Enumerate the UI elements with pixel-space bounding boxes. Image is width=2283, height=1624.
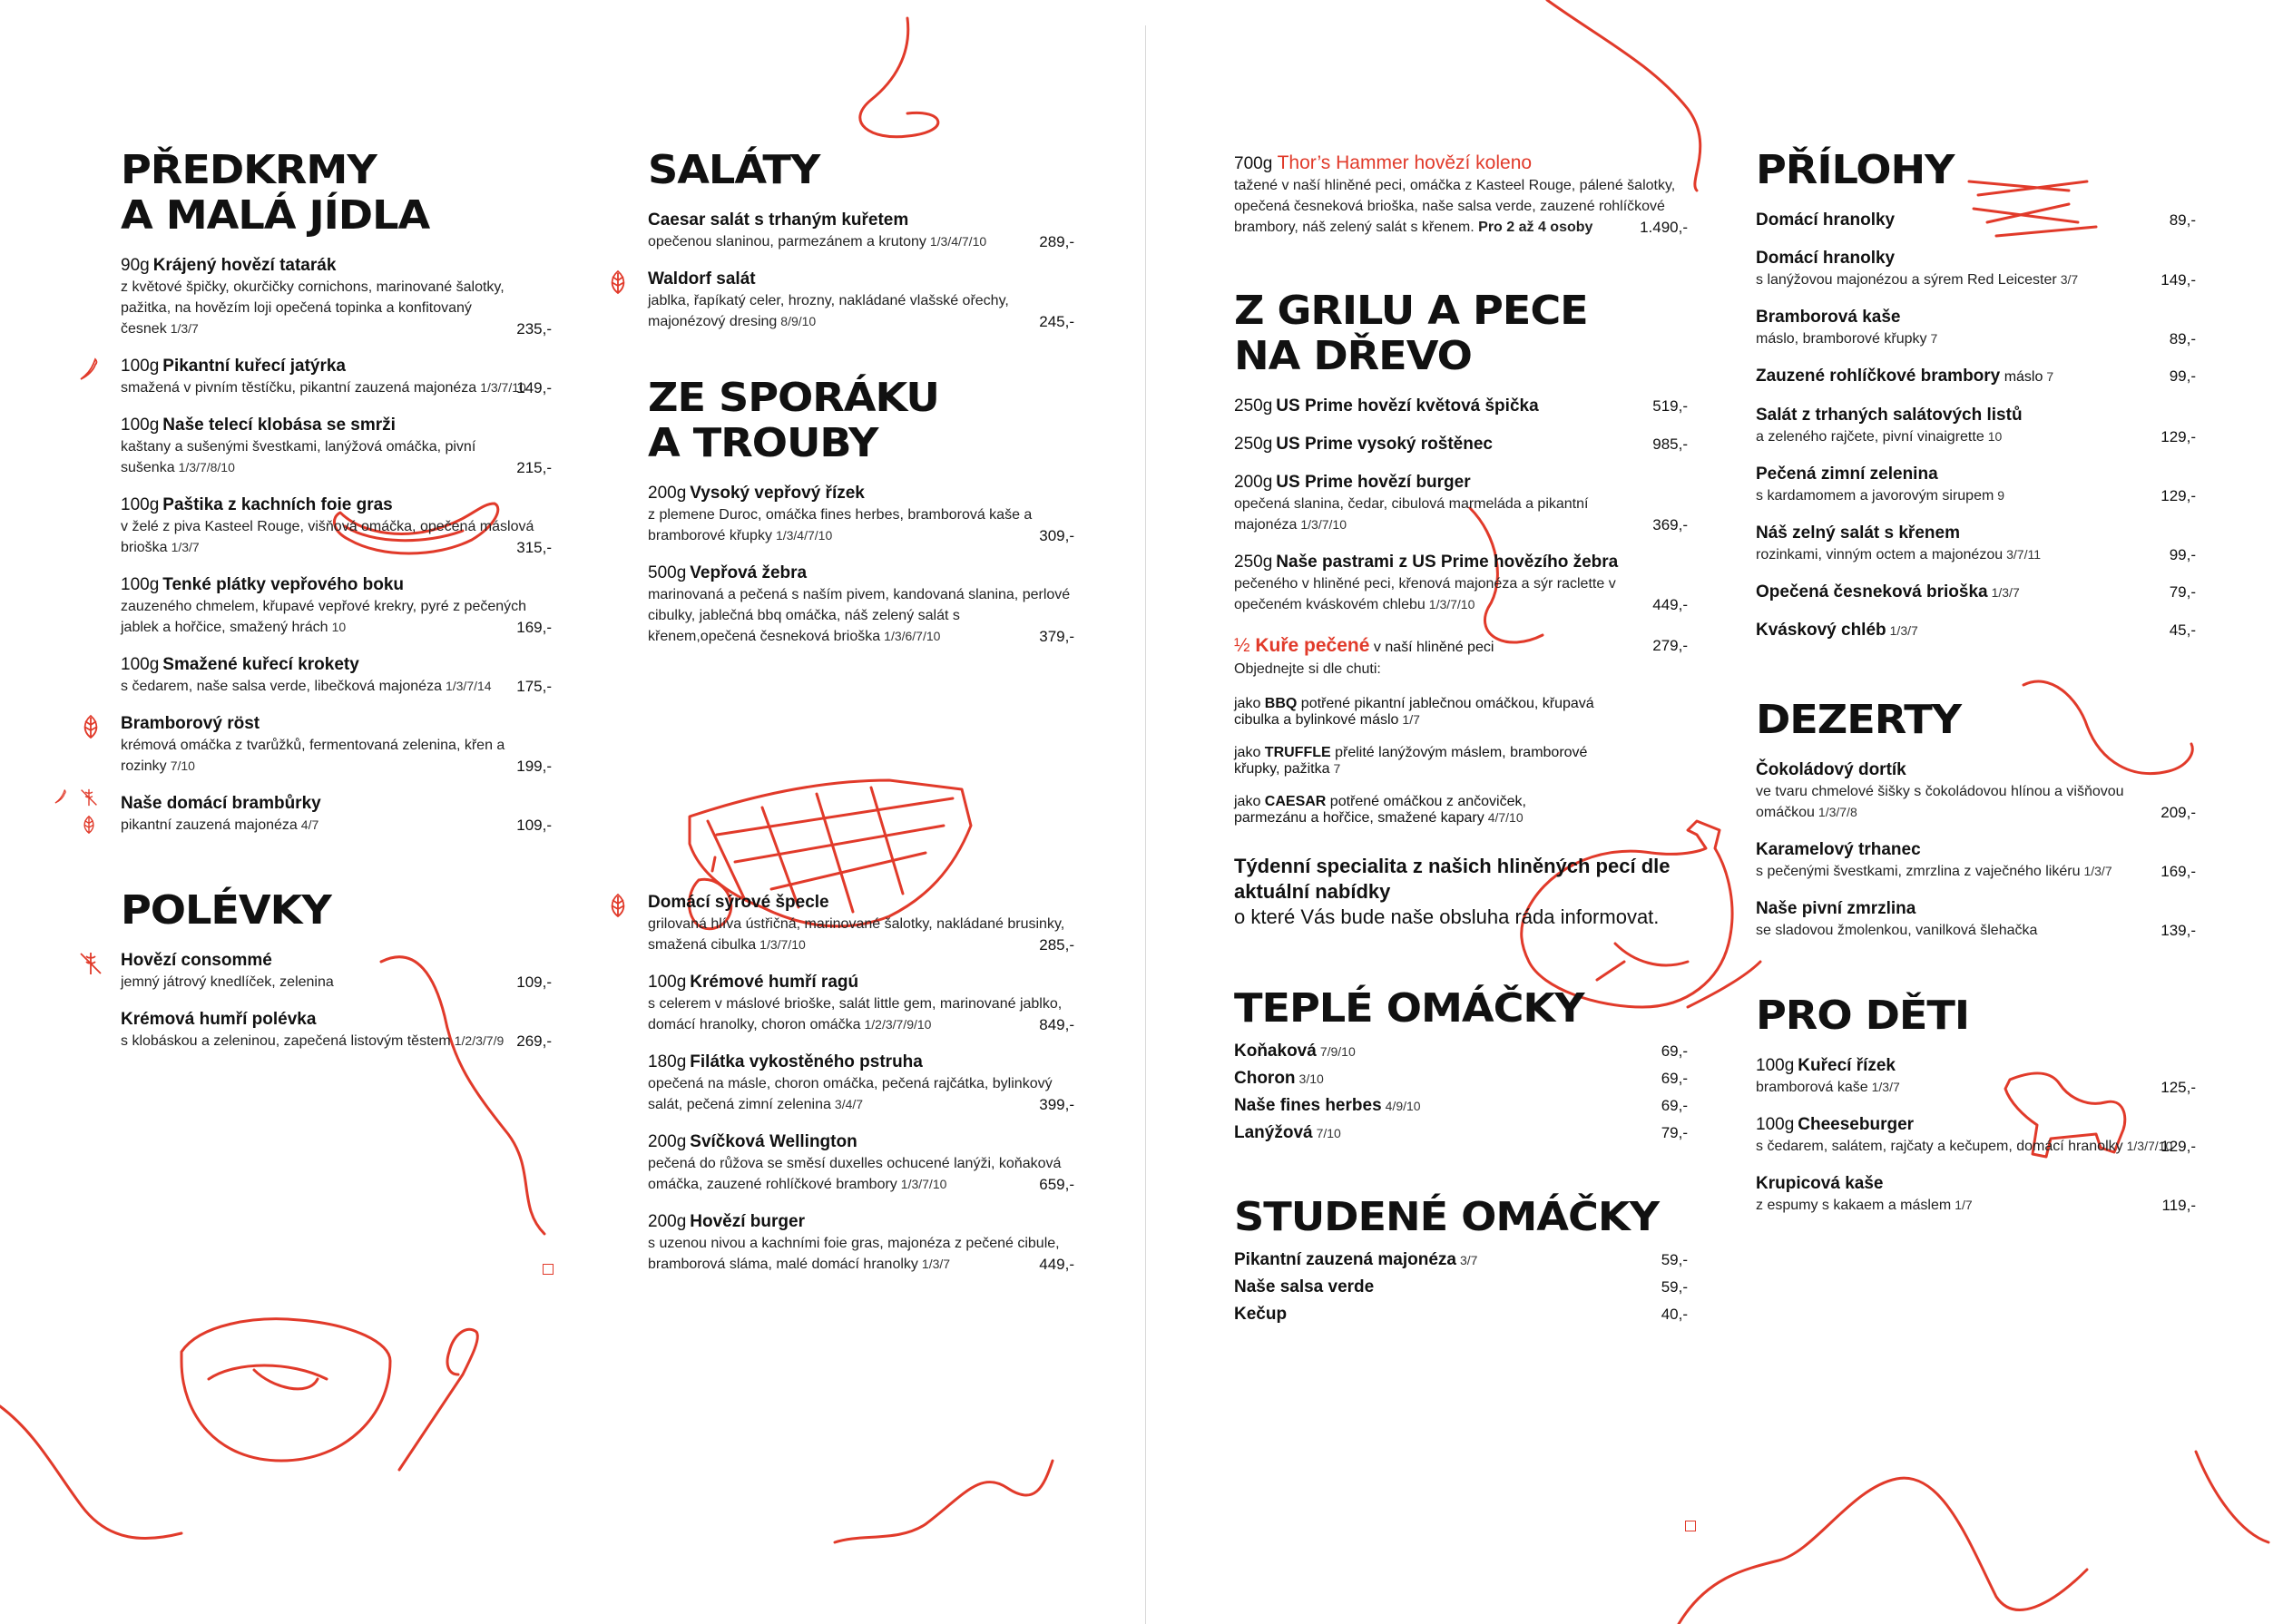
allergens: 1/3/7/10 (1300, 517, 1347, 532)
item-name: Naše domácí brambůrky (121, 794, 321, 813)
price: 315,- (516, 539, 552, 556)
item-name: Kuřecí řízek (1798, 1056, 1896, 1075)
prilohy-list (1756, 210, 2196, 641)
allergens: 1/3/7/8/10 (178, 460, 235, 474)
item-description: opečená slanina, čedar, cibulová marmeláda a pikantní majonéza (1234, 496, 1589, 533)
page-marker-icon (543, 1264, 554, 1275)
menu-item (1756, 620, 2196, 641)
section-title-salaty: SALÁTY (648, 147, 820, 193)
item-name: Naše pastrami z US Prime hovězího žebra (1276, 553, 1619, 572)
item-description: s lanýžovou majonézou a sýrem Red Leicester (1756, 272, 2057, 288)
menu-item-chicken: ½ Kuře pečené v naší hliněné peci Objednejte si dle chuti: 279,- (1234, 635, 1688, 677)
menu-item (648, 210, 1074, 252)
item-description: z květové špičky, okurčičky cornichons, marinované šalotky, pažitka, na hovězím loji opečená topinka a konfitovaný česnek (121, 279, 505, 337)
allergens: 1/7 (1955, 1198, 1973, 1212)
item-name: US Prime vysoký roštěnec (1276, 435, 1493, 454)
menu-item (1756, 1114, 2196, 1157)
item-description: smažená v pivním těstíčku, pikantní zauzená majonéza (121, 380, 477, 396)
item-name: Salát z trhaných salátových listů (1756, 406, 2023, 425)
allergens: 1/3/6/7/10 (884, 629, 941, 643)
sauce-item (1234, 1041, 1688, 1062)
item-name: Hovězí burger (690, 1212, 805, 1231)
item-name: US Prime hovězí burger (1276, 473, 1471, 492)
item-description: s celerem v máslové brioške, salát little gem, marinované jablko, domácí hranolky, choron omáčka (648, 996, 1063, 1032)
allergens: 1/3/7 (171, 540, 200, 554)
item-description: ve tvaru chmelové šišky s čokoládovou hlínou a višňovou omáčkou (1756, 784, 2124, 820)
item-description: a zeleného rajčete, pivní vinaigrette (1756, 429, 1984, 445)
item-name: Opečená česneková brioška (1756, 582, 1988, 602)
section-title-predkrmy: PŘEDKRMY A MALÁ JÍDLA (121, 147, 430, 239)
price: 519,- (1652, 397, 1688, 415)
item-name: Naše salsa verde (1234, 1277, 1375, 1296)
section-title-deti: PRO DĚTI (1756, 993, 1970, 1039)
menu-item (648, 483, 1074, 546)
chili-icon (52, 786, 72, 807)
menu-item (648, 892, 1074, 955)
price: 109,- (516, 817, 552, 834)
item-description: opečenou slaninou, parmezánem a krutony (648, 234, 926, 249)
vegetarian-leaf-icon (77, 813, 101, 836)
item-name: Caesar salát s trhaným kuřetem (648, 210, 909, 230)
item-name: US Prime hovězí květová špička (1276, 396, 1539, 416)
squiggle-line-bottom-mid (835, 1461, 1053, 1542)
menu-item (1234, 434, 1688, 455)
menu-item (121, 950, 552, 993)
item-name: Hovězí consommé (121, 951, 272, 970)
allergens: 1/3/4/7/10 (775, 528, 833, 543)
price: 369,- (1652, 516, 1688, 533)
allergens: 8/9/10 (780, 314, 817, 328)
price: 129,- (2161, 1138, 2196, 1155)
allergens: 1/7 (1402, 712, 1420, 727)
sporak-list (648, 483, 1074, 647)
item-weight: 250g (1234, 396, 1273, 416)
sauce-item (1234, 1068, 1688, 1090)
item-name: Čokoládový dortík (1756, 760, 1906, 779)
price: 289,- (1039, 233, 1074, 250)
sauce-item (1234, 1277, 1688, 1298)
allergens: 1/3/7/10 (2126, 1139, 2173, 1153)
menu-item (648, 269, 1074, 332)
price: 169,- (2161, 863, 2196, 880)
allergens: 3/7 (1459, 1253, 1478, 1267)
allergens: 1/3/7/10 (1428, 597, 1475, 611)
item-name: Koňaková (1234, 1042, 1317, 1061)
allergens: 1/3/7/8 (1818, 805, 1857, 819)
allergens: 7/10 (1316, 1126, 1341, 1140)
menu-item (1756, 405, 2196, 447)
item-weight: 100g (121, 357, 160, 376)
allergens: 10 (331, 620, 347, 634)
item-name: Tenké plátky vepřového boku (162, 575, 405, 594)
item-weight: 250g (1234, 553, 1273, 572)
item-name: Krémové humří ragú (690, 973, 859, 992)
menu-item (1756, 464, 2196, 506)
allergens: 1/2/3/7/9/10 (864, 1017, 932, 1032)
price: 849,- (1039, 1016, 1074, 1033)
item-description: rozinkami, vinným octem a majonézou (1756, 547, 2004, 563)
allergens: 1/3/7 (2083, 864, 2112, 878)
item-description: s uzenou nivou a kachními foie gras, majonéza z pečené cibule, bramborová sláma, malé domácí hranolky (648, 1236, 1060, 1272)
item-weight: 90g (121, 256, 150, 275)
section-title-sporak: ZE SPORÁKU A TROUBY (648, 375, 939, 466)
price: 449,- (1039, 1256, 1074, 1273)
price: 149,- (516, 379, 552, 396)
price: 449,- (1652, 596, 1688, 613)
item-name: Bramborová kaše (1756, 308, 1901, 327)
item-name: Náš zelný salát s křenem (1756, 523, 1960, 543)
price: 59,- (1661, 1251, 1688, 1268)
price: 59,- (1661, 1278, 1688, 1296)
deti-list (1756, 1055, 2196, 1216)
price: 149,- (2161, 271, 2196, 289)
menu-item (1756, 366, 2196, 388)
item-description: bramborová kaše (1756, 1080, 1868, 1095)
menu-item (121, 574, 552, 638)
menu-item (648, 972, 1074, 1035)
section-title-studene: STUDENÉ OMÁČKY (1234, 1194, 1659, 1240)
price: 175,- (516, 678, 552, 695)
predkrmy-list (121, 255, 552, 836)
item-weight: 200g (648, 1212, 687, 1231)
item-description: jemný játrový knedlíček, zelenina (121, 974, 334, 990)
price: 199,- (516, 758, 552, 775)
item-name: Pikantní zauzená majonéza (1234, 1250, 1456, 1269)
item-weight: 250g (1234, 435, 1273, 454)
item-weight: 200g (648, 484, 687, 503)
item-description: s klobáskou a zeleninou, zapečená listovým těstem (121, 1033, 451, 1049)
gril-list (1234, 396, 1688, 615)
item-weight: 180g (648, 1052, 687, 1071)
item-description: krémová omáčka z tvarůžků, fermentovaná zelenina, křen a rozinky (121, 738, 505, 774)
item-name: Vysoký vepřový řízek (690, 484, 865, 503)
price: 89,- (2169, 211, 2196, 229)
page-marker-icon (1685, 1521, 1696, 1531)
item-name: Smažené kuřecí krokety (162, 655, 359, 674)
item-description: grilovaná hlíva ústřičná, marinované šalotky, nakládané brusinky, smažená cibulka (648, 916, 1065, 953)
allergens: 4/9/10 (1385, 1099, 1421, 1113)
price: 209,- (2161, 804, 2196, 821)
item-weight: 100g (121, 416, 160, 435)
chicken-option: jako TRUFFLE přelité lanýžovým máslem, bramborové křupky, pažitka 7 (1234, 745, 1588, 777)
item-weight: 200g (1234, 473, 1273, 492)
sporak-list2 (648, 892, 1074, 1275)
item-name: Zauzené rohlíčkové brambory (1756, 367, 2001, 386)
menu-item (1234, 552, 1688, 615)
menu-item (1756, 1055, 2196, 1098)
item-name: Cheeseburger (1798, 1115, 1915, 1134)
allergens: 1/3/7/10 (900, 1177, 947, 1191)
menu-item (121, 793, 552, 836)
menu-item (1756, 210, 2196, 231)
item-name: Krémová humří polévka (121, 1010, 317, 1029)
price: 235,- (516, 320, 552, 338)
chicken-option: jako BBQ potřené pikantní jablečnou omáčkou, křupavá cibulka a bylinkové máslo 1/7 (1234, 696, 1594, 728)
item-weight: 100g (648, 973, 687, 992)
item-weight: 500g (648, 563, 687, 582)
allergens: 7 (1333, 761, 1341, 776)
price: 269,- (516, 1032, 552, 1050)
allergens: 3/10 (1298, 1071, 1324, 1086)
price: 215,- (516, 459, 552, 476)
menu-item (1756, 582, 2196, 603)
menu-item (1756, 839, 2196, 882)
allergens: 7 (2046, 369, 2054, 384)
price: 309,- (1039, 527, 1074, 544)
item-name: Pikantní kuřecí jatýrka (162, 357, 346, 376)
allergens: 1/3/7 (1871, 1080, 1900, 1094)
item-name: Kváskový chléb (1756, 621, 1886, 640)
item-name: Kečup (1234, 1305, 1288, 1324)
menu-item (121, 1009, 552, 1052)
chicken-options (1234, 696, 1597, 827)
item-description: pikantní zauzená majonéza (121, 817, 298, 833)
squiggle-line-bottom-right (1679, 1478, 2087, 1624)
price: 139,- (2161, 922, 2196, 939)
chili-icon (75, 356, 106, 383)
section-title-prilohy: PŘÍLOHY (1756, 147, 1955, 193)
item-name: Domácí hranolky (1756, 210, 1896, 230)
spoon-drawing (399, 1329, 477, 1470)
price: 279,- (1652, 637, 1688, 654)
allergens: 4/7 (300, 817, 319, 832)
item-description: z plemene Duroc, omáčka fines herbes, bramborová kaše a bramborové křupky (648, 507, 1033, 543)
menu-item (121, 255, 552, 339)
price: 45,- (2169, 621, 2196, 639)
allergens: 1/3/7 (170, 321, 199, 336)
item-weight: 100g (1756, 1115, 1795, 1134)
sauce-item (1234, 1122, 1688, 1144)
section-title-polevky: POLÉVKY (121, 887, 331, 934)
allergens: 3/4/7 (834, 1097, 864, 1111)
item-inline-desc: máslo (2000, 369, 2043, 385)
teple-list (1234, 1041, 1688, 1144)
price: 169,- (516, 619, 552, 636)
item-name: Pečená zimní zelenina (1756, 465, 1938, 484)
price: 379,- (1039, 628, 1074, 645)
item-description: se sladovou žmolenkou, vanilková šlehačka (1756, 923, 2038, 938)
price: 69,- (1661, 1070, 1688, 1087)
allergens: 1/2/3/7/9 (454, 1033, 505, 1048)
menu-item (121, 415, 552, 478)
item-description: s čedarem, salátem, rajčaty a kečupem, domácí hranolky (1756, 1139, 2123, 1154)
price: 985,- (1652, 435, 1688, 453)
studene-list (1234, 1249, 1688, 1326)
allergens: 9 (1997, 488, 2005, 503)
item-description: v želé z piva Kasteel Rouge, višňová omáčka, opečená máslová brioška (121, 519, 534, 555)
menu-item (648, 1211, 1074, 1275)
item-weight: 200g (648, 1132, 687, 1151)
gluten-free-icon (75, 950, 106, 977)
price: 285,- (1039, 936, 1074, 954)
menu-item (1234, 472, 1688, 535)
sauce-item (1234, 1304, 1688, 1326)
allergens: 1/3/7 (1889, 623, 1918, 638)
item-weight: 100g (121, 575, 160, 594)
item-description: jablka, řapíkatý celer, hrozny, nakládané vlašské ořechy, majonézový dresing (648, 293, 1009, 329)
price: 659,- (1039, 1176, 1074, 1193)
sauce-item (1234, 1095, 1688, 1117)
squiggle-line-bottom-right2 (2196, 1452, 2268, 1542)
menu-item (1756, 307, 2196, 349)
menu-item (1756, 1173, 2196, 1216)
allergens: 10 (1987, 429, 2003, 444)
menu-item (648, 1052, 1074, 1115)
menu-item (1756, 523, 2196, 565)
price: 89,- (2169, 330, 2196, 347)
allergens: 1/3/4/7/10 (929, 234, 987, 249)
chicken-option: jako CAESAR potřené omáčkou z ančoviček, parmezánu a hořčice, smažené kapary 4/7/10 (1234, 794, 1526, 826)
price: 1.490,- (1640, 219, 1688, 236)
menu-item (1756, 248, 2196, 290)
item-name: Naše pivní zmrzlina (1756, 899, 1916, 918)
item-description: z espumy s kakaem a máslem (1756, 1198, 1952, 1213)
item-description: máslo, bramborové křupky (1756, 331, 1927, 347)
allergens: 4/7/10 (1487, 810, 1524, 825)
item-description: s pečenými švestkami, zmrzlina z vaječného likéru (1756, 864, 2081, 879)
price: 245,- (1039, 313, 1074, 330)
menu-item (1234, 396, 1688, 417)
item-name: Krupicová kaše (1756, 1174, 1884, 1193)
menu-item (648, 1131, 1074, 1195)
price: 79,- (2169, 583, 2196, 601)
item-weight: 100g (121, 495, 160, 514)
price: 399,- (1039, 1096, 1074, 1113)
column-gril (1234, 152, 1688, 1326)
gluten-free-icon (77, 786, 101, 809)
item-name: Choron (1234, 1069, 1296, 1088)
allergens: 3/7 (2060, 272, 2079, 287)
vegetarian-leaf-icon (603, 892, 633, 919)
item-name: Karamelový trhanec (1756, 840, 1921, 859)
menu-item (1756, 898, 2196, 941)
section-title-teple: TEPLÉ OMÁČKY (1234, 985, 1584, 1032)
menu-item (121, 356, 552, 398)
price: 109,- (516, 973, 552, 991)
item-description: pečeného v hliněné peci, křenová majonéza a sýr raclette v opečeném kváskovém chlebu (1234, 576, 1616, 612)
item-description: s kardamomem a javorovým sirupem (1756, 488, 1994, 504)
allergens: 7/9/10 (1319, 1044, 1356, 1059)
item-name: Krájený hovězí tatarák (152, 256, 337, 275)
price: 99,- (2169, 546, 2196, 563)
price: 40,- (1661, 1306, 1688, 1323)
allergens: 1/3/7/10 (759, 937, 806, 952)
item-name: Paštika z kachních foie gras (162, 495, 393, 514)
allergens: 7 (1930, 331, 1938, 346)
vegetarian-leaf-icon (603, 269, 633, 296)
weekly-special: Týdenní specialita z našich hliněných pecí dle aktuální nabídky o které Vás bude naše obsluha ráda informovat. (1234, 855, 1671, 928)
page-fold (1145, 25, 1146, 1624)
item-description: marinovaná a pečená s naším pivem, kandovaná slanina, perlové cibulky, jablečná bbq omáčka, náš zelený salát s křenem,opečená česneková brioška (648, 587, 1071, 644)
item-name: Lanýžová (1234, 1123, 1313, 1142)
item-description: kaštany a sušenými švestkami, lanýžová omáčka, pivní sušenka (121, 439, 476, 475)
section-title-dezerty: DEZERTY (1756, 697, 1962, 743)
item-description: s čedarem, naše salsa verde, libečková majonéza (121, 679, 442, 694)
item-description: opečená na másle, choron omáčka, pečená rajčátka, bylinkový salát, pečená zimní zelenina (648, 1076, 1053, 1112)
item-description: zauzeného chmelem, křupavé vepřové krekry, pyré z pečených jablek a hořčice, smažený hrách (121, 599, 527, 635)
price: 129,- (2161, 428, 2196, 445)
allergens: 1/3/7 (921, 1257, 951, 1271)
salaty-list (648, 210, 1074, 332)
allergens: 1/3/7/14 (445, 679, 492, 693)
item-name: Filátka vykostěného pstruha (690, 1052, 923, 1071)
menu-item-koleno: 700g Thor’s Hammer hovězí koleno tažené v naší hliněné peci, omáčka z Kasteel Rouge, pálené šalotky, opečená česneková brioška, naše salsa verde, zauzené rohlíčkové brambory, náš zelený salát s křenem. Pro 2 až 4 osoby 1.490,- (1234, 152, 1688, 236)
menu-item (1756, 759, 2196, 823)
menu-item (121, 654, 552, 697)
sauce-item (1234, 1249, 1688, 1271)
dietary-icons (68, 786, 108, 842)
column-predkrmy (121, 148, 552, 1052)
price: 79,- (1661, 1124, 1688, 1141)
menu-item (121, 713, 552, 777)
item-name: Waldorf salát (648, 269, 756, 289)
column-prilohy (1756, 148, 2196, 1216)
item-name: Svíčková Wellington (690, 1132, 857, 1151)
menu-item (121, 494, 552, 558)
price: 129,- (2161, 487, 2196, 504)
allergens: 1/3/7/10 (480, 380, 526, 395)
vegetarian-leaf-icon (75, 713, 106, 740)
item-name: Domácí hranolky (1756, 249, 1896, 268)
item-name: Domácí sýrové špecle (648, 893, 829, 912)
item-name: Vepřová žebra (690, 563, 808, 582)
squiggle-line-bottom-left (0, 1406, 181, 1539)
polevky-list (121, 950, 552, 1052)
menu-item (648, 563, 1074, 647)
item-name: Bramborový röst (121, 714, 260, 733)
allergens: 1/3/7 (1991, 585, 2020, 600)
price: 69,- (1661, 1042, 1688, 1060)
item-name: Naše fines herbes (1234, 1096, 1382, 1115)
soup-bowl-drawing (181, 1319, 390, 1461)
item-weight: 100g (1756, 1056, 1795, 1075)
section-title-gril: Z GRILU A PECE NA DŘEVO (1234, 288, 1588, 379)
allergens: 3/7/11 (2006, 547, 2041, 562)
price: 99,- (2169, 367, 2196, 385)
price: 119,- (2161, 1197, 2196, 1214)
item-name: Naše telecí klobása se smrži (162, 416, 396, 435)
column-salaty (648, 148, 1074, 1275)
dezerty-list (1756, 759, 2196, 941)
item-weight: 100g (121, 655, 160, 674)
price: 125,- (2161, 1079, 2196, 1096)
allergens: 7/10 (170, 758, 195, 773)
item-description: pečená do růžova se směsí duxelles ochucené lanýži, koňaková omáčka, zauzené rohlíčkové brambory (648, 1156, 1062, 1192)
price: 69,- (1661, 1097, 1688, 1114)
